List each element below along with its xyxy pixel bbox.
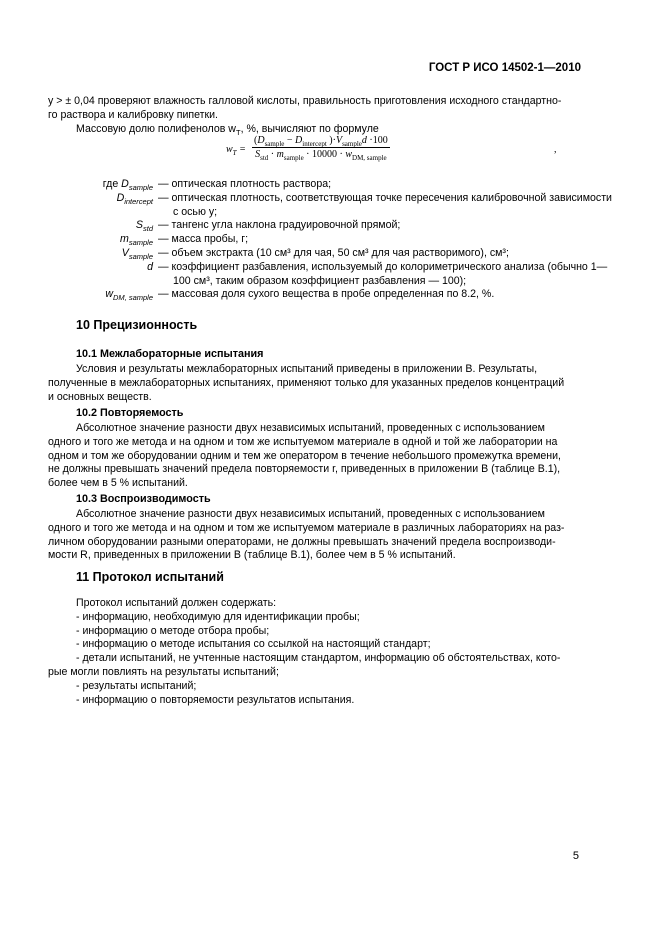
paragraph-line: и основных веществ.	[48, 390, 152, 403]
formula-denominator: $S_{std} \cdot m_{sample} \cdot 10000 \cdot w_{DM, sample}$	[255, 149, 387, 162]
legend-row: где $D_{sample}$ — оптическая плотность раствора;	[102, 178, 332, 193]
formula-lhs: $w_T$ =	[226, 144, 246, 157]
legend-row: $D_{intercept}$ — оптическая плотность, соответствующая точке пересечения калибровочной зависимости	[116, 191, 612, 206]
list-item: - результаты испытаний;	[76, 679, 197, 692]
list-intro: Протокол испытаний должен содержать:	[76, 597, 277, 609]
intro-block	[48, 95, 581, 136]
paragraph-line: Абсолютное значение разности двух независимых испытаний, проведенных с использованием	[76, 422, 545, 434]
standard-header: ГОСТ Р ИСО 14502-1—2010	[428, 62, 581, 74]
legend-row: $m_{sample}$ — масса пробы, г;	[119, 233, 249, 248]
paragraph-line: одном и том же оборудовании одним и тем же оператором в течение небольшого промежутка времени,	[48, 449, 561, 462]
legend-row: $V_{sample}$ — объем экстракта (10 см³ для чая, 50 см³ для чая растворимого), см³;	[121, 246, 509, 262]
subsection-10-3-title: 10.3 Воспроизводимость	[76, 493, 211, 505]
paragraph-line: Абсолютное значение разности двух независимых испытаний, проведенных с использованием	[76, 508, 545, 520]
subsection-10-2-body	[48, 422, 581, 491]
subsection-10-1-title: 10.1 Межлабораторные испытания	[76, 348, 264, 360]
list-item: - детали испытаний, не учтенные настоящим стандартом, информацию об обстоятельствах, кото-	[76, 652, 561, 665]
legend-row: $S_{std}$ — тангенс угла наклона градуировочной прямой;	[135, 219, 401, 234]
paragraph-line: полученные в межлабораторных испытаниях, применяют только для указанных пределов концентраций	[48, 376, 565, 389]
formula-intro: Массовую долю полифенолов $w_T$, %, вычисляют по формуле	[76, 122, 379, 137]
list-item: - информацию о повторяемости результатов испытания.	[76, 693, 355, 706]
report-contents-list	[48, 597, 581, 707]
section-11-title: 11 Протокол испытаний	[76, 570, 224, 584]
list-item: - информацию о методе отбора пробы;	[76, 624, 270, 637]
intro-line-2: го раствора и калибровку пипетки.	[48, 108, 218, 121]
list-item: - информацию, необходимую для идентификации пробы;	[76, 610, 360, 623]
legend-row: d — коэффициент разбавления, используемый до колориметрического анализа (обычно 1—	[147, 260, 608, 273]
paragraph-line: мости R, приведенных в приложении В (таблице В.1), более чем в 5 % испытаний.	[48, 549, 456, 562]
formula-numerator: ($D_{sample} - D_{intercept}$ )$\cdot V_{sample}d \cdot 100$	[254, 135, 388, 148]
intro-line-1: y > ± 0,04 проверяют влажность галловой кислоты, правильность приготовления исходного стандартно-	[48, 95, 562, 107]
paragraph-line: одного и того же метода и на одном и том же испытуемом материале в различных лабораториях на раз-	[48, 521, 565, 534]
paragraph-line: личном оборудовании разными операторами, не должны превышать значений предела воспроизводи-	[48, 535, 556, 548]
legend-row: с осью y;	[173, 205, 218, 218]
formula-legend	[48, 178, 612, 303]
subsection-10-1-body	[48, 363, 581, 404]
legend-row: 100 см³, таким образом коэффициент разбавления — 100);	[173, 274, 467, 287]
paragraph-line: не должны превышать значений предела повторяемости r, приведенных в приложении В (таблице В.1),	[48, 463, 561, 476]
legend-row: $w_{DM, sample}$ — массовая доля сухого вещества в пробе определенная по 8.2, %.	[105, 288, 495, 303]
list-item: - информацию о методе испытания со ссылкой на настоящий стандарт;	[76, 638, 431, 651]
paragraph-line: одного и того же метода и на одном и том же испытуемом материале в одной и той же лаборатории на	[48, 435, 558, 448]
paragraph-line: Условия и результаты межлабораторных испытаний приведены в приложении В. Результаты,	[76, 363, 538, 375]
list-item-continued: рые могли повлиять на результаты испытаний;	[48, 665, 279, 678]
subsection-10-2-title: 10.2 Повторяемость	[76, 407, 184, 419]
section-10-title: 10 Прецизионность	[76, 318, 198, 332]
page-number: 5	[572, 850, 579, 862]
paragraph-line: более чем в 5 % испытаний.	[48, 477, 188, 490]
formula-comma: ,	[554, 144, 557, 155]
formula-fraction	[252, 135, 390, 160]
polyphenol-formula	[226, 135, 586, 171]
subsection-10-3-body	[48, 508, 581, 563]
